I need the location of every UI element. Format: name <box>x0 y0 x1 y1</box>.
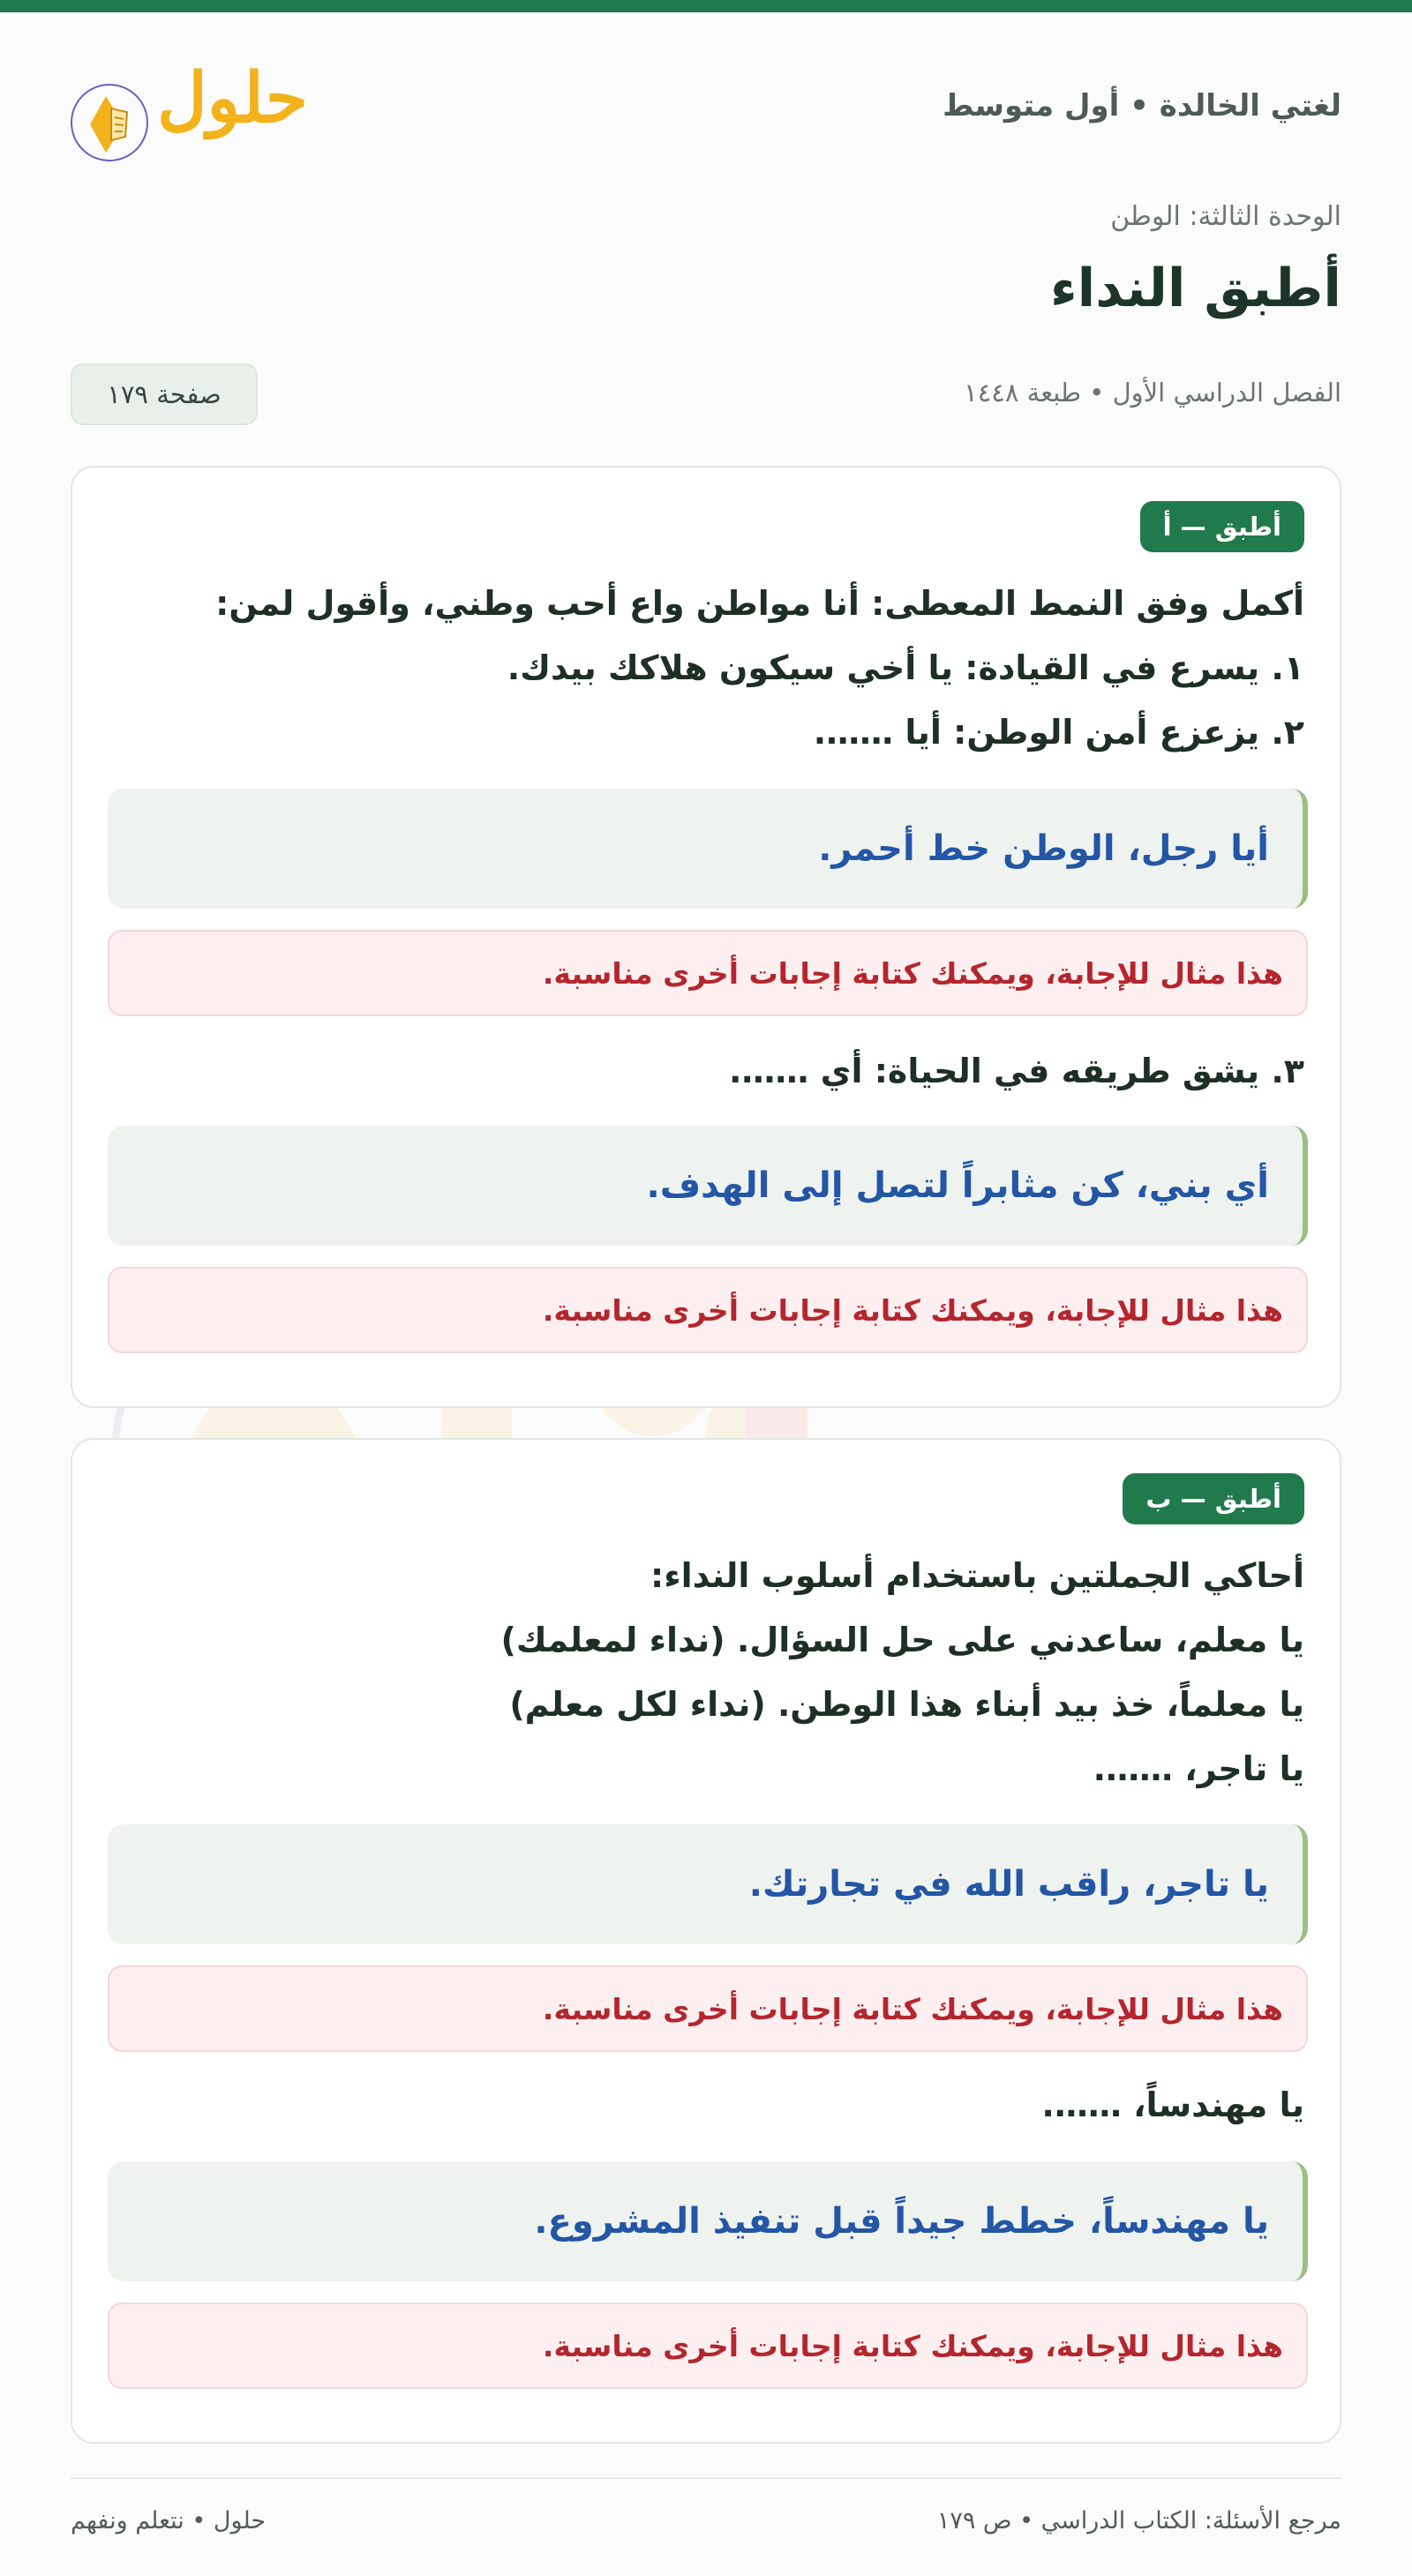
answer-box: أيا رجل، الوطن خط أحمر. <box>108 789 1308 909</box>
answer-box: يا تاجر، راقب الله في تجارتك. <box>108 1824 1308 1944</box>
logo-emblem-icon <box>71 84 148 161</box>
example-note: هذا مثال للإجابة، ويمكنك كتابة إجابات أخرى مناسبة. <box>108 1267 1308 1353</box>
example-note: هذا مثال للإجابة، ويمكنك كتابة إجابات أخرى مناسبة. <box>108 1966 1308 2052</box>
top-accent-bar <box>0 0 1412 12</box>
question-instruction: أحاكي الجملتين باستخدام أسلوب النداء: <box>650 1556 1304 1595</box>
footer-divider <box>71 2477 1341 2479</box>
brand-name: حلول <box>157 58 309 139</box>
section-tag: أطبق — أ <box>1140 501 1304 552</box>
example-sentence-2: يا معلماً، خذ بيد أبناء هذا الوطن. (نداء لكل معلم) <box>509 1685 1304 1724</box>
brand-logo[interactable] <box>71 58 335 159</box>
example-note: هذا مثال للإجابة، ويمكنك كتابة إجابات أخرى مناسبة. <box>108 2303 1308 2389</box>
question-item-2: يا مهندساً، ……. <box>1041 2086 1304 2124</box>
example-sentence-1: يا معلم، ساعدني على حل السؤال. (نداء لمعلمك) <box>500 1621 1304 1659</box>
footer-brand: حلول • نتعلم ونفهم <box>71 2507 267 2535</box>
example-note: هذا مثال للإجابة، ويمكنك كتابة إجابات أخرى مناسبة. <box>108 930 1308 1016</box>
exercise-card-b <box>71 1438 1341 2444</box>
question-instruction: أكمل وفق النمط المعطى: أنا مواطن واع أحب وطني، وأقول لمن: <box>215 584 1304 623</box>
footer-reference: مرجع الأسئلة: الكتاب الدراسي • ص ١٧٩ <box>936 2507 1341 2535</box>
page-header <box>71 53 1341 168</box>
question-item-1: يا تاجر، ……. <box>1093 1749 1304 1788</box>
page-title: أطبق النداء <box>1049 258 1341 319</box>
semester-label: الفصل الدراسي الأول • طبعة ١٤٤٨ <box>964 378 1341 408</box>
book-label: لغتي الخالدة • أول متوسط <box>943 88 1341 124</box>
question-item-3: ٣. يشق طريقه في الحياة: أي ……. <box>728 1052 1304 1090</box>
answer-box: يا مهندساً، خطط جيداً قبل تنفيذ المشروع. <box>108 2161 1308 2281</box>
exercise-card-a <box>71 466 1341 1408</box>
question-item-1: ١. يسرع في القيادة: يا أخي سيكون هلاكك بيدك. <box>507 648 1304 687</box>
question-item-2: ٢. يزعزع أمن الوطن: أيا ……. <box>813 713 1304 752</box>
unit-label: الوحدة الثالثة: الوطن <box>1110 201 1341 232</box>
section-tag: أطبق — ب <box>1123 1473 1304 1524</box>
page-number-badge: صفحة ١٧٩ <box>71 363 258 425</box>
answer-box: أي بني، كن مثابراً لتصل إلى الهدف. <box>108 1126 1308 1246</box>
